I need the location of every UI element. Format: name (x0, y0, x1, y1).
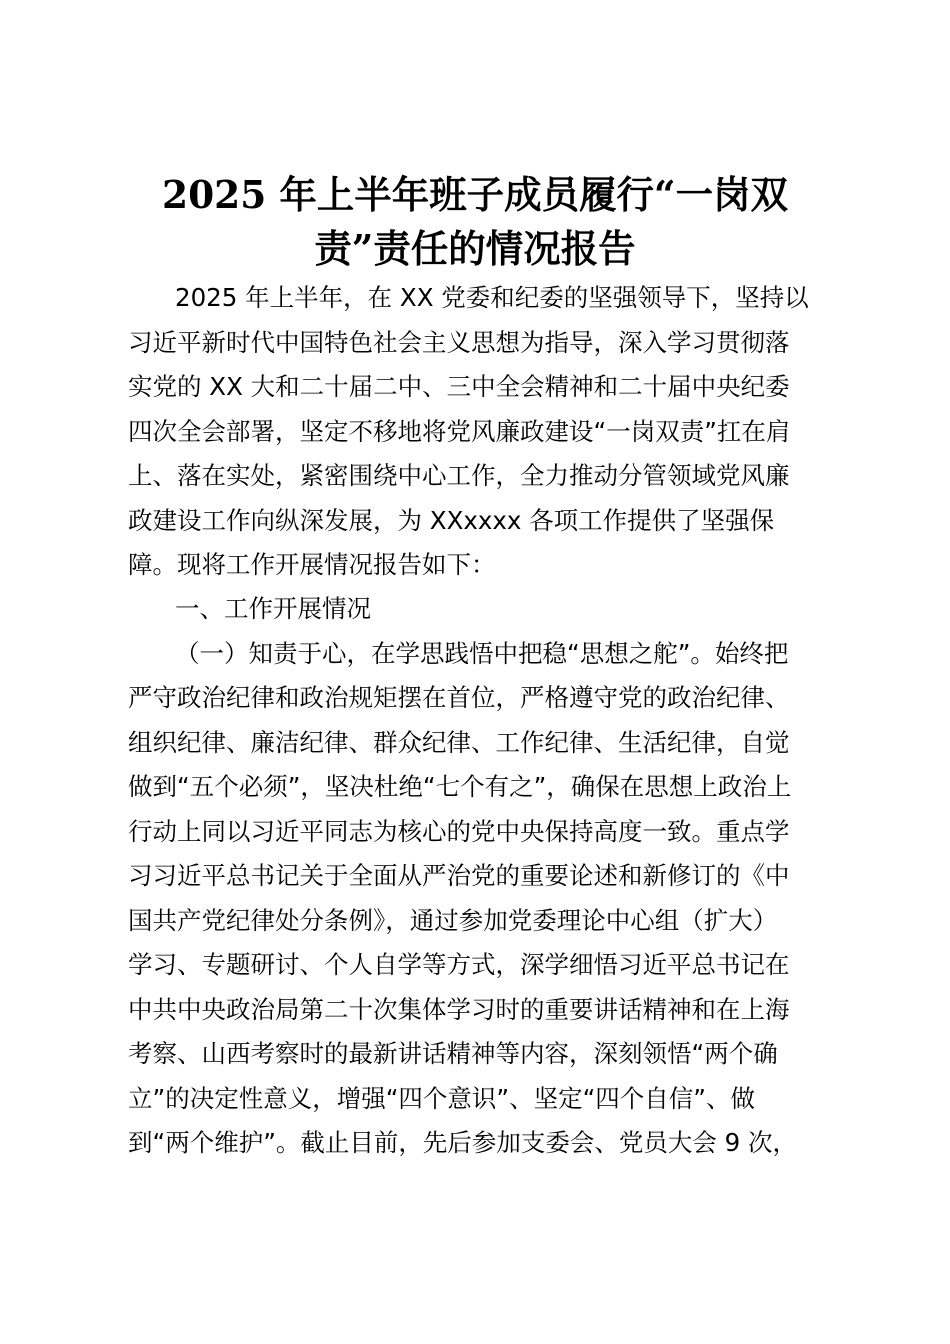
body-line: 政建设工作向纵深发展，为 XXxxxx 各项工作提供了坚强保 (128, 506, 775, 535)
body-line: 习近平新时代中国特色社会主义思想为指导，深入学习贯彻落 (128, 328, 790, 357)
title-line: 2025 年上半年班子成员履行“一岗双 (162, 172, 788, 217)
body-line: 到“两个维护”。截止目前，先后参加支委会、党员大会 9 次， (128, 1128, 798, 1157)
body-line: 障。现将工作开展情况报告如下： (128, 550, 496, 579)
body-line: 2025 年上半年，在 XX 党委和纪委的坚强领导下，坚持以 (175, 283, 809, 312)
body-line: 中共中央政治局第二十次集体学习时的重要讲话精神和在上海 (128, 995, 790, 1024)
body-line: 行动上同以习近平同志为核心的党中央保持高度一致。重点学 (128, 817, 790, 846)
body-line: 国共产党纪律处分条例》，通过参加党委理论中心组（扩大） (128, 906, 778, 935)
body-line: 立”的决定性意义，增强“四个意识”、坚定“四个自信”、做 (128, 1084, 755, 1113)
body-line: 考察、山西考察时的最新讲话精神等内容，深刻领悟“两个确 (128, 1039, 778, 1068)
body-line: （一）知责于心，在学思践悟中把稳“思想之舵”。始终把 (175, 639, 789, 668)
title-line: 责”责任的情况报告 (314, 226, 636, 271)
body-line: 组织纪律、廉洁纪律、群众纪律、工作纪律、生活纪律，自觉 (128, 728, 790, 757)
body-line: 严守政治纪律和政治规矩摆在首位，严格遵守党的政治纪律、 (128, 683, 790, 712)
section-heading: 一、工作开展情况 (175, 594, 371, 623)
body-line: 学习、专题研讨、个人自学等方式，深学细悟习近平总书记在 (128, 950, 790, 979)
body-line: 上、落在实处，紧密围绕中心工作，全力推动分管领域党风廉 (128, 461, 790, 490)
body-line: 实党的 XX 大和二十届二中、三中全会精神和二十届中央纪委 (128, 372, 790, 401)
body-line: 四次全会部署，坚定不移地将党风廉政建设“一岗双责”扛在肩 (128, 417, 791, 446)
body-line: 做到“五个必须”，坚决杜绝“七个有之”，确保在思想上政治上 (128, 772, 792, 801)
body-line: 习习近平总书记关于全面从严治党的重要论述和新修订的《中 (128, 861, 790, 890)
